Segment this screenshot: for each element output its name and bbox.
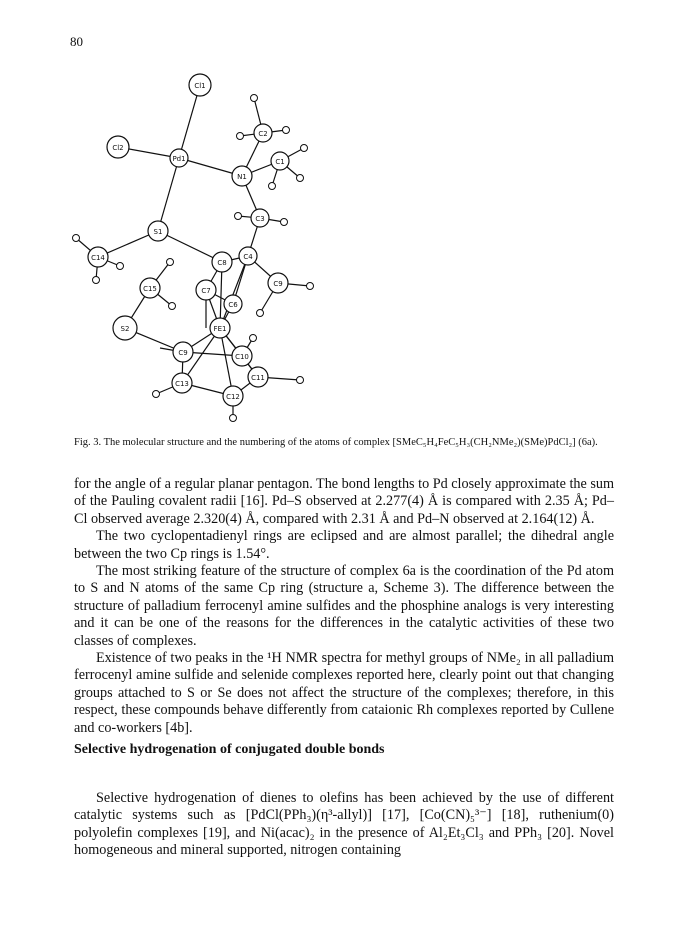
paragraph: Existence of two peaks in the ¹H NMR spectra for methyl groups of NMe₂ in all palladium ferrocenyl amine sulfide and selenide complexes reported here, clearly point out that changing groups attached to S or Se does not affect the structure of the complexes; therefore, in this respect, these compounds behave differently from cataionic Rh complexes reported by Cullene and co-workers [4b]. (74, 650, 614, 736)
atom-label-c3: C3 (255, 215, 265, 223)
page-number: 80 (70, 34, 83, 49)
atom-label-cl2: Cl2 (112, 144, 124, 152)
molecule-diagram (60, 58, 360, 430)
molecular-structure-figure (60, 58, 360, 430)
atom-label-n1: N1 (237, 173, 247, 181)
atom-label-s1: S1 (153, 228, 163, 236)
atom-label-c1: C1 (275, 158, 285, 166)
bonds (76, 85, 310, 418)
atom-label-c2: C2 (258, 130, 268, 138)
atom-label-c10: C10 (235, 353, 249, 361)
atom-label-c8: C8 (217, 259, 227, 267)
atom-label-c14: C14 (91, 254, 105, 262)
atom-label-c6: C6 (228, 301, 238, 309)
atom-label-c12: C12 (226, 393, 240, 401)
atom-label-cl1: Cl1 (194, 82, 206, 90)
atom-label-c9-upper: C9 (273, 280, 283, 288)
atom-label-s2: S2 (120, 325, 130, 333)
paragraph: The most striking feature of the structure of complex 6a is the coordination of the Pd atom to S and N atoms of the same Cp ring (structure a, Scheme 3). The difference between the structure of palladium ferrocenyl amine sulfides and the phosphine analogs is very interesting and it can be one of the reasons for the differences in the catalytic activities of these two classes of complexes. (74, 563, 614, 649)
atom-label-fe1: FE1 (213, 325, 227, 333)
paragraph: The two cyclopentadienyl rings are eclipsed and are almost parallel; the dihedral angle between the two Cp rings is 1.54°. (74, 528, 614, 562)
atom-label-c13: C13 (175, 380, 189, 388)
atom-label-c4: C4 (243, 253, 253, 261)
body-text (74, 476, 614, 737)
paragraph: for the angle of a regular planar pentagon. The bond lengths to Pd closely approximate the sum of the Pauling covalent radii [16]. Pd–S observed at 2.277(4) Å is compared with 2.35 Å; Pd–Cl observed average 2.320(4) Å, compared with 2.31 Å and Pd–N observed at 2.164(12) Å. (74, 476, 614, 527)
body-text-section (74, 790, 614, 860)
atom-label-c11: C11 (251, 374, 265, 382)
figure-caption: Fig. 3. The molecular structure and the numbering of the atoms of complex [SMeC₅H₄FeC₅H₃(CH₂NMe₂)(SMe)PdCl₂] (6a). (74, 437, 598, 448)
atom-label-c7: C7 (201, 287, 211, 295)
atom-label-pd1: Pd1 (172, 155, 186, 163)
section-heading: Selective hydrogenation of conjugated double bonds (74, 742, 385, 757)
atom-label-c9-lower: C9 (178, 349, 188, 357)
paragraph: Selective hydrogenation of dienes to olefins has been achieved by the use of different catalytic systems such as [PdCl(PPh₃)(η³-allyl)] [17], [Co(CN)₅³⁻] [18], ruthenium(0) polyolefin complexes [19], and Ni(acac)₂ in the presence of Al₂Et₃Cl₃ and PPh₃ [20]. Novel homogeneous and mineral supported, nitrogen containing (74, 790, 614, 859)
atom-label-c15: C15 (143, 285, 157, 293)
